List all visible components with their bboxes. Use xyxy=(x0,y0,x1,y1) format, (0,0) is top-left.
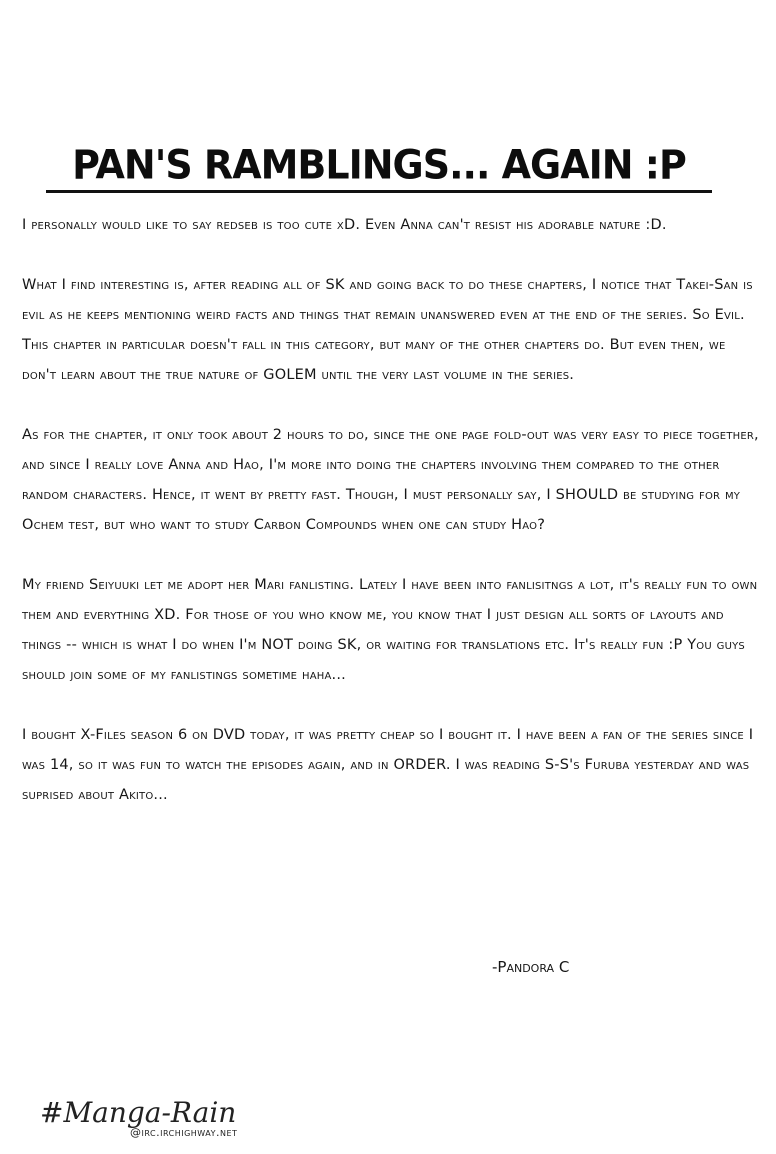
title-block xyxy=(46,140,712,196)
signature: -Pandora C xyxy=(492,958,570,976)
paragraph-3: As for the chapter, it only took about 2 hours to do, since the one page fold-out was very easy to piece together, and since I really love Anna and Hao, I'm more into doing the chapters involving them compared to the other random characters. Hence, it went by pretty fast. Though, I must personally say, I SHOULD be studying for my Ochem test, but who want to study Carbon Compounds when one can study Hao? xyxy=(22,427,759,533)
scanlation-credit xyxy=(40,1098,237,1139)
paragraph-5: I bought X-Files season 6 on DVD today, it was pretty cheap so I bought it. I have been a fan of the series since I was 14, so it was fun to watch the episodes again, and in ORDER. I was reading S-S's Furuba yesterday and was suprised about Akito... xyxy=(22,727,754,803)
page-title: PAN'S RAMBLINGS... AGAIN :P xyxy=(72,141,686,189)
paragraph-1: I personally would like to say redseb is too cute xD. Even Anna can't resist his adorable nature :D. xyxy=(22,217,667,233)
body-text xyxy=(22,210,762,840)
credit-channel: #Manga-Rain xyxy=(40,1096,237,1129)
paragraph-4: My friend Seiyuuki let me adopt her Mari fanlisting. Lately I have been into fanlisitngs a lot, it's really fun to own them and everything XD. For those of you who know me, you know that I just design all sorts of layouts and things -- which is what I do when I'm NOT doing SK, or waiting for translations etc. It's really fun :P You guys should join some of my fanlistings sometime haha... xyxy=(22,577,758,683)
title-underline xyxy=(46,190,712,193)
credit-server: @irc.irchighway.net xyxy=(130,1126,238,1139)
paragraph-2: What I find interesting is, after reading all of SK and going back to do these chapters, I notice that Takei-San is evil as he keeps mentioning weird facts and things that remain unanswered even at the end of the series. So Evil. This chapter in particular doesn't fall in this category, but many of the other chapters do. But even then, we don't learn about the true nature of GOLEM until the very last volume in the series. xyxy=(22,277,753,383)
